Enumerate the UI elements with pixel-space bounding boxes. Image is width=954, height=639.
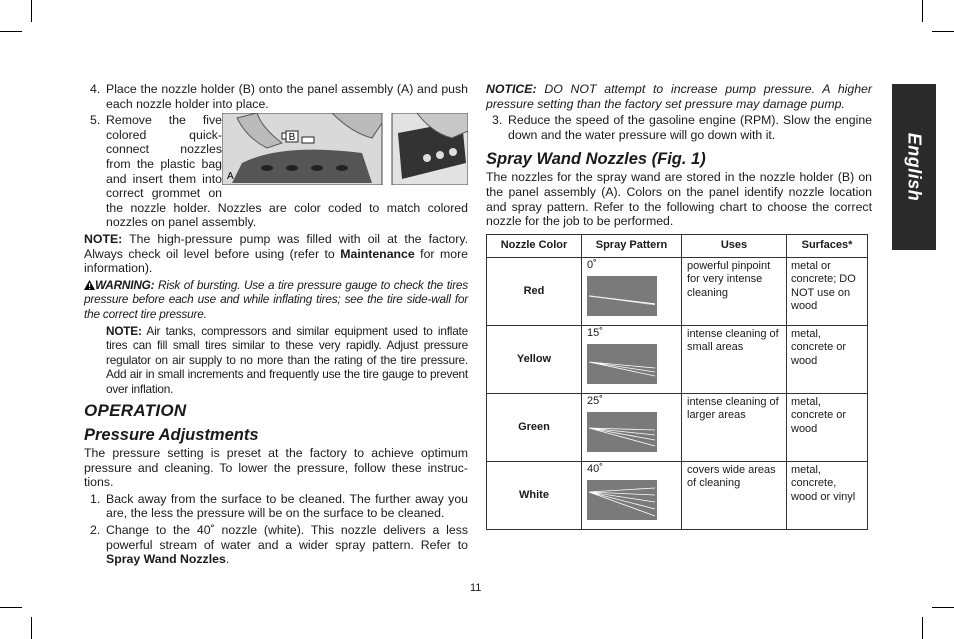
spray-pattern-cell	[582, 325, 682, 393]
nozzle-color-cell: Green	[487, 393, 582, 461]
table-row	[487, 393, 868, 461]
column-header: Uses	[682, 234, 787, 257]
warning-text: Risk of bursting. Use a tire pressure gauge to check the tires pressure before each use and while inflating tires; see the tire side-wall for the correct tire pressure.	[84, 277, 468, 321]
nozzle-color-cell: White	[487, 461, 582, 529]
note-oil	[84, 232, 468, 276]
notice-text: DO NOT attempt to increase pump pressure. A higher pressure setting than the factory set pressure may damage pump.	[486, 82, 872, 111]
uses-cell: covers wide areas of cleaning	[682, 461, 787, 529]
crop-mark	[922, 0, 923, 22]
crop-mark	[0, 31, 22, 32]
right-column	[486, 82, 872, 530]
note-label: NOTE:	[106, 323, 142, 338]
angle-label: 15˚	[587, 326, 603, 339]
figure-label-a: A	[227, 171, 234, 183]
step-text: Back away from the surface to be cleaned. The further away you are, the less the pressure will be on the surface to be cleaned.	[106, 491, 468, 521]
figure-label-b: B	[288, 132, 296, 144]
angle-label: 40˚	[587, 462, 603, 475]
angle-label: 0˚	[587, 258, 597, 271]
spray-pattern-cell	[582, 393, 682, 461]
note-label: NOTE:	[84, 231, 123, 246]
nozzle-holder-figure	[222, 113, 468, 185]
note-air-tanks	[84, 324, 468, 396]
pressure-adjustments-heading: Pressure Adjustments	[84, 425, 259, 444]
step-number: 3.	[492, 113, 503, 128]
pressure-intro: The pressure setting is preset at the factory to achieve optimum pressure and cleaning. To lower the pressure, follow these instruc-tions.	[84, 445, 468, 490]
step-text: Remove the five colored quick-connect nozzles from the plastic bag and insert them into correct grommet on the nozzle holder. Nozzles are color coded to match colored nozzles on panel assembly.	[106, 113, 468, 230]
nozzle-chart	[486, 234, 868, 530]
step-text: Reduce the speed of the gasoline engine (RPM). Slow the engine down and the water pressure will go down with it.	[508, 113, 872, 142]
uses-cell: powerful pinpoint for very intense cleaning	[682, 257, 787, 325]
nozzle-color-cell: Yellow	[487, 325, 582, 393]
spray-pattern-40-icon	[587, 480, 657, 520]
notice-label: NOTICE:	[486, 82, 537, 96]
warning-label: WARNING:	[95, 277, 155, 292]
crop-mark	[932, 31, 954, 32]
spray-pattern-25-icon	[587, 412, 657, 452]
pressure-step-3	[486, 113, 872, 142]
step-number: 1.	[90, 491, 101, 506]
table-row	[487, 461, 868, 529]
note-text: Air tanks, compressors and similar equipment used to inflate tires can fill small tires similar to these very rapidly. Adjust pressure regulator on air supply to no more than the rating of the tire pressure. Add air in small increments and frequently use the tire gauge to prevent over inflation.	[106, 323, 468, 396]
angle-label: 25˚	[587, 394, 603, 407]
spray-pattern-15-icon	[587, 344, 657, 384]
column-header: Surfaces*	[787, 234, 868, 257]
step-number: 5.	[90, 113, 101, 128]
crop-mark	[31, 0, 32, 22]
pressure-step-1	[84, 492, 468, 521]
maintenance-ref: Maintenance	[340, 246, 415, 261]
table-row	[487, 257, 868, 325]
operation-heading: OPERATION	[84, 400, 187, 420]
column-header: Nozzle Color	[487, 234, 582, 257]
crop-mark	[31, 617, 32, 639]
spray-wand-heading: Spray Wand Nozzles (Fig. 1)	[486, 150, 706, 169]
step-text: Place the nozzle holder (B) onto the panel assembly (A) and push each nozzle holder into place.	[106, 82, 468, 111]
spray-wand-intro: The nozzles for the spray wand are stored in the nozzle holder (B) on the panel assembly (A). Colors on the panel identify nozzle location and spray pattern. Refer to the following chart to choose the correct nozzle for the job to be performed.	[486, 170, 872, 229]
surfaces-cell: metal or concrete; DO NOT use on wood	[787, 257, 868, 325]
left-column	[84, 82, 468, 567]
spray-pattern-0-icon	[587, 276, 657, 316]
uses-cell: intense cleaning of larger areas	[682, 393, 787, 461]
crop-mark	[932, 607, 954, 608]
surfaces-cell: metal, concrete, wood or vinyl	[787, 461, 868, 529]
step-text: .	[225, 552, 230, 567]
spray-pattern-cell	[582, 257, 682, 325]
table-header-row	[487, 234, 868, 257]
crop-mark	[0, 607, 22, 608]
nozzle-installation-image	[222, 113, 468, 185]
spray-wand-ref: Spray Wand Nozzles	[106, 552, 226, 567]
notice-block	[486, 82, 872, 111]
step-number: 4.	[90, 82, 101, 96]
step-5	[84, 113, 468, 230]
column-header: Spray Pattern	[582, 234, 682, 257]
language-tab	[892, 84, 936, 250]
crop-mark	[922, 617, 923, 639]
surfaces-cell: metal, concrete or wood	[787, 393, 868, 461]
language-tab-label: English	[904, 132, 925, 202]
step-4	[84, 82, 468, 111]
warning-icon	[84, 280, 95, 290]
table-row	[487, 325, 868, 393]
surfaces-cell: metal, concrete or wood	[787, 325, 868, 393]
uses-cell: intense cleaning of small areas	[682, 325, 787, 393]
step-text: Change to the 40˚ nozzle (white). This nozzle delivers a less powerful stream of water and a wider spray pattern. Refer to	[106, 522, 468, 552]
page-number: 11	[470, 582, 482, 594]
nozzle-color-cell: Red	[487, 257, 582, 325]
spray-pattern-cell	[582, 461, 682, 529]
warning-block	[84, 278, 468, 321]
step-number: 2.	[90, 522, 101, 537]
note-text: for more information).	[84, 246, 468, 276]
pressure-step-2	[84, 523, 468, 567]
note-text: The high-pressure pump was filled with oil at the factory. Always check oil level before using (refer to	[84, 231, 468, 261]
